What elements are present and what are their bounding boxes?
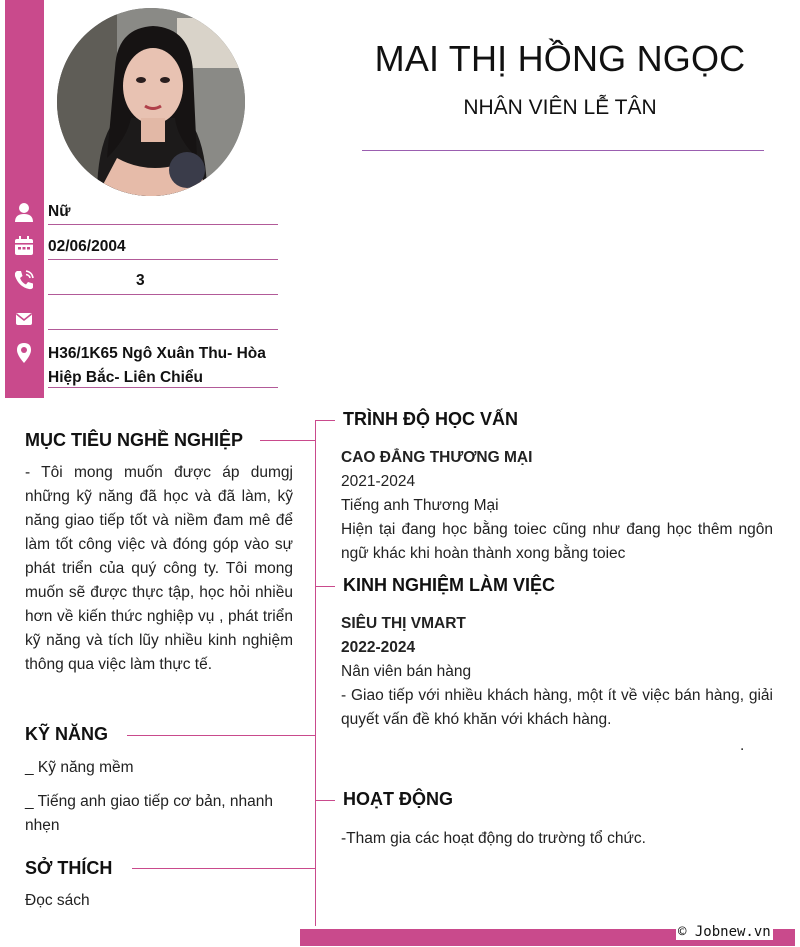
- timeline-tick-education: [315, 420, 335, 421]
- hobbies-text: Đọc sách: [25, 892, 90, 909]
- hobbies-connector: [132, 868, 315, 869]
- objective-text: - Tôi mong muốn được áp dumgj những kỹ năng đã học và đã làm, kỹ năng giao tiếp tốt và niềm đam mê để làm tốt công việc và đóng góp vào sự phát triển của quý công ty. Tôi mong muốn sẽ được thực tập, học hỏi nhiều hơn về kiến thức nghiệp vụ , phát triển kỹ năng và tích lũy nhiều kinh nghiệm thông qua việc làm thực tế.: [25, 464, 293, 673]
- email-field: [48, 308, 278, 330]
- experience-position: Nân viên bán hàng: [341, 663, 472, 680]
- footer-credit: © Jobnew.vn: [678, 924, 771, 940]
- experience-company: SIÊU THỊ VMART: [341, 615, 466, 632]
- phone-field: 3: [48, 272, 278, 295]
- education-major: Tiếng anh Thương Mại: [341, 497, 499, 514]
- header-divider: [362, 150, 764, 151]
- skills-title: KỸ NĂNG: [25, 724, 109, 744]
- skills-connector: [127, 735, 315, 736]
- phone-icon: [12, 268, 36, 292]
- experience-title: KINH NGHIỆM LÀM VIỆC: [343, 575, 556, 595]
- skill-item-2: _ Tiếng anh giao tiếp cơ bản, nhanh nhẹn: [25, 793, 274, 834]
- profile-photo: [57, 8, 245, 196]
- education-school: CAO ĐẲNG THƯƠNG MẠI: [341, 449, 533, 466]
- education-note: Hiện tại đang học bằng toiec cũng như đang học thêm ngôn ngữ khác khi hoàn thành xong bằng toiec: [341, 521, 773, 562]
- mail-icon: [12, 307, 36, 331]
- experience-years: 2022-2024: [341, 639, 416, 656]
- education-title: TRÌNH ĐỘ HỌC VẤN: [343, 409, 518, 429]
- objective-title: MỤC TIÊU NGHỀ NGHIỆP: [25, 430, 244, 450]
- timeline-tick-activities: [315, 800, 335, 801]
- experience-description: - Giao tiếp với nhiều khách hàng, một ít về việc bán hàng, giải quyết vấn đề khó khăn với khách hàng.: [341, 687, 773, 728]
- location-pin-icon: [12, 341, 36, 365]
- timeline-vertical-line: [315, 420, 316, 926]
- gender-field: Nữ: [48, 203, 278, 225]
- hobbies-title: SỞ THÍCH: [25, 858, 113, 878]
- activities-title: HOẠT ĐỘNG: [343, 789, 453, 809]
- person-icon: [12, 200, 36, 224]
- experience-trailing-mark: .: [740, 737, 745, 754]
- candidate-name: MAI THỊ HỒNG NGỌC: [374, 38, 746, 79]
- address-field: H36/1K65 Ngô Xuân Thu- Hòa Hiệp Bắc- Liên Chiểu: [48, 342, 278, 388]
- calendar-icon: [12, 234, 36, 258]
- sidebar-accent-bar: [5, 0, 44, 398]
- skill-item-1: _ Kỹ năng mềm: [25, 759, 134, 776]
- activities-text: -Tham gia các hoạt động do trường tổ chức.: [341, 830, 646, 847]
- timeline-tick-experience: [315, 586, 335, 587]
- candidate-role: NHÂN VIÊN LỄ TÂN: [463, 96, 657, 119]
- birthday-field: 02/06/2004: [48, 238, 278, 260]
- education-years: 2021-2024: [341, 473, 416, 490]
- objective-connector: [260, 440, 315, 441]
- portrait-illustration: [57, 8, 245, 196]
